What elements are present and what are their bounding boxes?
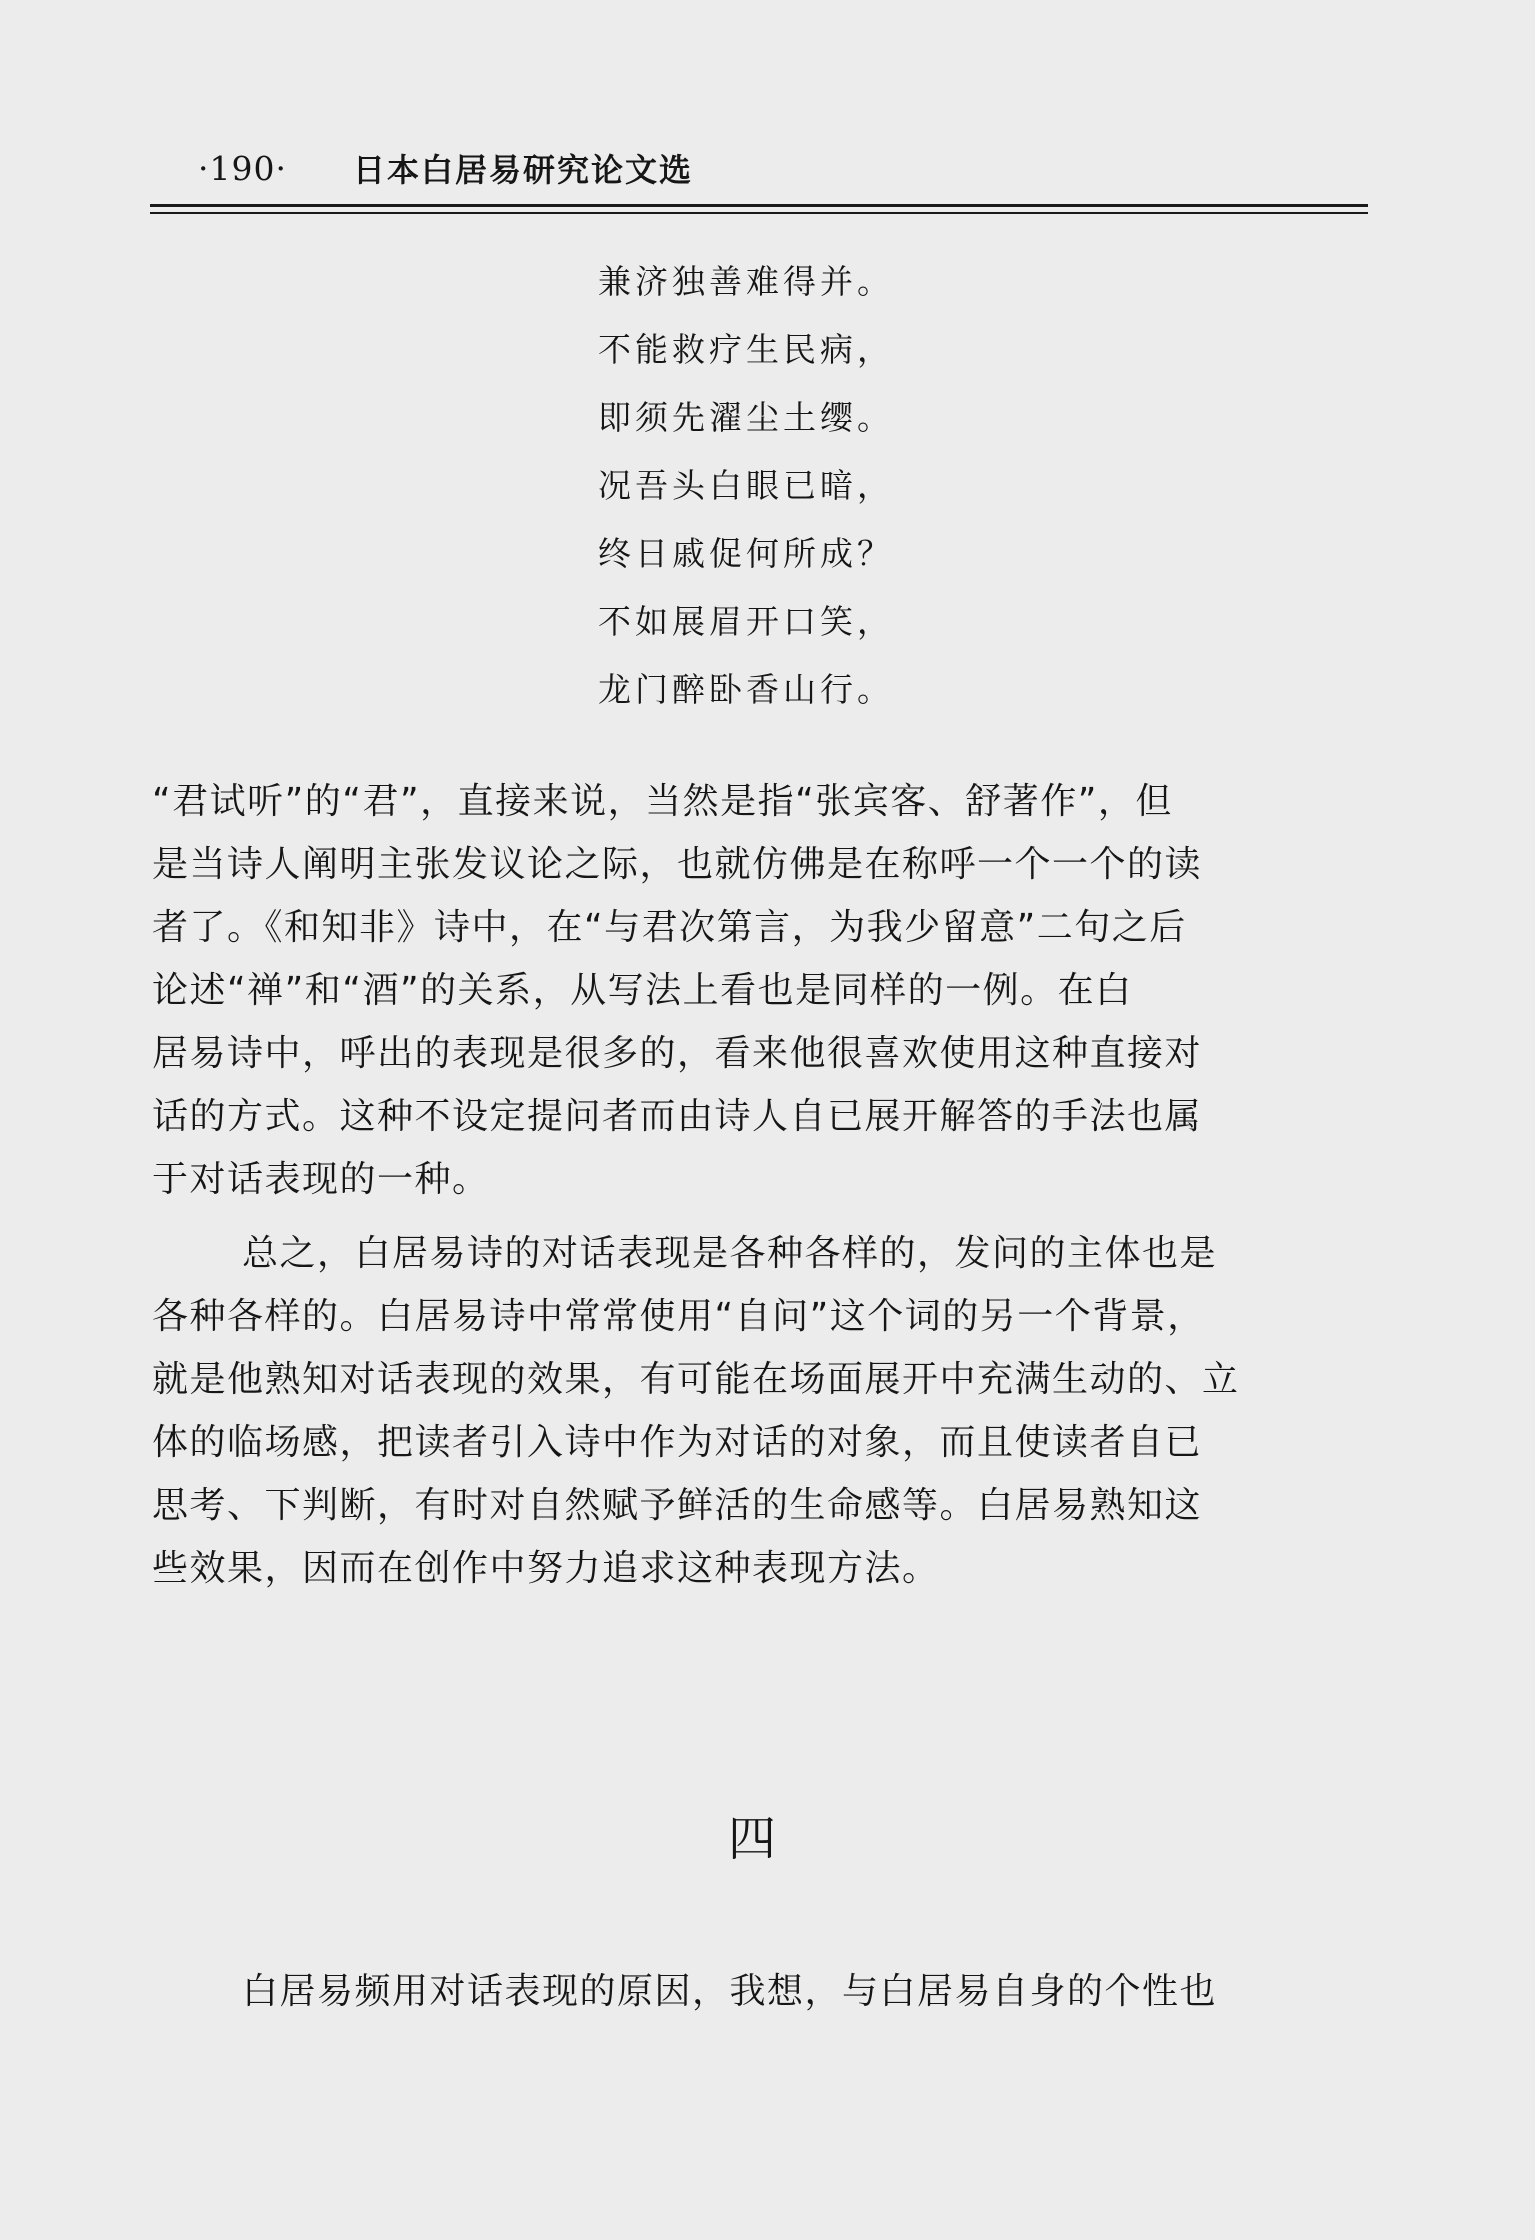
text-line: 就是他熟知对话表现的效果，有可能在场面展开中充满生动的、立 (152, 1359, 1240, 1400)
poem-line: 况吾头白眼已暗， (598, 466, 894, 505)
poem-line: 龙门醉卧香山行。 (598, 670, 894, 709)
poem-line: 即须先濯尘土缨。 (598, 398, 894, 437)
book-title: 日本白居易研究论文选 (352, 151, 693, 189)
paragraph-2 (152, 1222, 1368, 1600)
text-line: 居易诗中，呼出的表现是很多的，看来他很喜欢使用这种直接对 (152, 1033, 1203, 1074)
paragraph-3 (152, 1960, 1368, 2023)
text-line: 于对话表现的一种。 (152, 1159, 490, 1200)
text-line: 些效果，因而在创作中努力追求这种表现方法。 (152, 1548, 940, 1589)
paragraph-1 (152, 770, 1368, 1211)
text-line: “君试听”的“君”，直接来说，当然是指“张宾客、舒著作”，但 (152, 781, 1173, 822)
text-line: 各种各样的。白居易诗中常常使用“自问”这个词的另一个背景， (152, 1296, 1205, 1337)
page-number: ·190· (198, 148, 287, 188)
text-line: 思考、下判断，有时对自然赋予鲜活的生命感等。白居易熟知这 (152, 1485, 1203, 1526)
poem-quotation (598, 248, 894, 724)
text-line: 是当诗人阐明主张发议论之际，也就仿佛是在称呼一个一个的读 (152, 844, 1203, 885)
text-line: 话的方式。这种不设定提问者而由诗人自已展开解答的手法也属 (152, 1096, 1203, 1137)
text-line: 者了。《和知非》诗中，在“与君次第言，为我少留意”二句之后 (152, 907, 1187, 948)
text-line: 论述“禅”和“酒”的关系，从写法上看也是同样的一例。在白 (152, 970, 1133, 1011)
running-head (198, 138, 693, 198)
poem-line: 不如展眉开口笑， (598, 602, 894, 641)
poem-line: 兼济独善难得并。 (598, 262, 894, 301)
text-line: 总之，白居易诗的对话表现是各种各样的，发问的主体也是 (242, 1233, 1218, 1274)
text-line: 体的临场感，把读者引入诗中作为对话的对象，而且使读者自已 (152, 1422, 1203, 1463)
header-rule-thick (150, 204, 1368, 207)
text-line: 白居易频用对话表现的原因，我想，与白居易自身的个性也 (242, 1971, 1218, 2012)
poem-line: 终日戚促何所成？ (598, 534, 894, 573)
poem-line: 不能救疗生民病， (598, 330, 894, 369)
section-heading: 四 (728, 1811, 779, 1867)
header-rule-thin (150, 212, 1368, 214)
